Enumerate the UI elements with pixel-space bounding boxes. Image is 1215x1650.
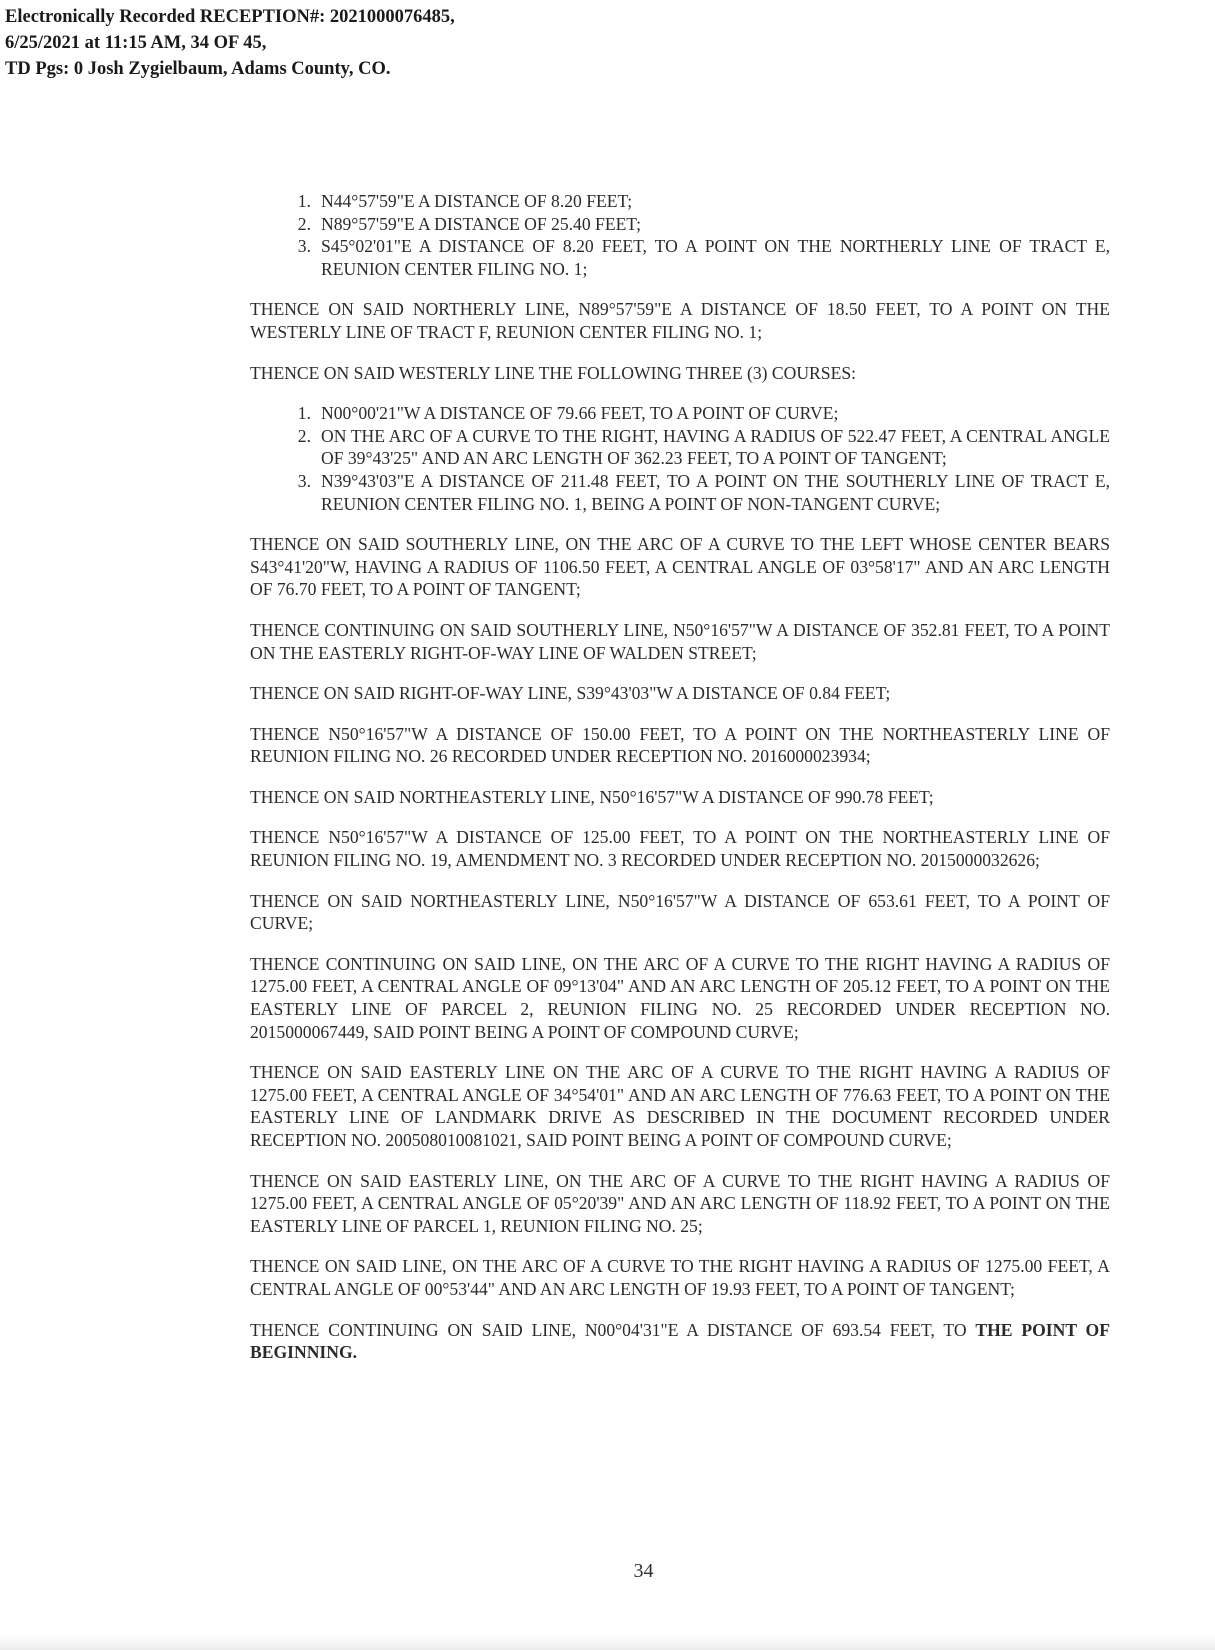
list-item: [250, 190, 1110, 213]
list-item-text: N00°00'21"W A DISTANCE OF 79.66 FEET, TO A POINT OF CURVE;: [321, 403, 839, 424]
paragraph: THENCE ON SAID RIGHT-OF-WAY LINE, S39°43'03"W A DISTANCE OF 0.84 FEET;: [250, 683, 891, 704]
paragraph: THENCE N50°16'57"W A DISTANCE OF 125.00 FEET, TO A POINT ON THE NORTHEASTERLY LINE OF REUNION FILING NO. 19, AMENDMENT NO. 3 RECORDED UNDER RECEPTION NO. 2015000032626;: [250, 827, 1110, 871]
list-item: [250, 402, 1110, 425]
final-paragraph-text: THENCE CONTINUING ON SAID LINE, N00°04'31"E A DISTANCE OF 693.54 FEET, TO: [250, 1319, 976, 1340]
recording-header-line: 6/25/2021 at 11:15 AM, 34 OF 45,: [5, 33, 267, 53]
paragraph: THENCE ON SAID NORTHERLY LINE, N89°57'59"E A DISTANCE OF 18.50 FEET, TO A POINT ON THE WESTERLY LINE OF TRACT F, REUNION CENTER FILING NO. 1;: [250, 299, 1110, 342]
point-of-beginning: THE POINT OF BEGINNING.: [250, 1319, 1110, 1363]
list-item-number: 1.: [297, 191, 311, 211]
final-paragraph: [250, 1319, 1110, 1364]
scan-edge-shadow: [0, 1634, 1215, 1650]
recording-header-line: TD Pgs: 0 Josh Zygielbaum, Adams County, CO.: [5, 59, 391, 79]
list-item-text: N89°57'59"E A DISTANCE OF 25.40 FEET;: [321, 213, 641, 234]
paragraph: THENCE CONTINUING ON SAID LINE, ON THE ARC OF A CURVE TO THE RIGHT HAVING A RADIUS OF 1275.00 FEET, A CENTRAL ANGLE OF 09°13'04" AND AN ARC LENGTH OF 205.12 FEET, TO A POINT ON THE EASTERLY LINE OF PARCEL 2, REUNION FILING NO. 25 RECORDED UNDER RECEPTION NO. 2015000067449, SAID POINT BEING A POINT OF COMPOUND CURVE;: [250, 953, 1110, 1042]
list-item-text: ON THE ARC OF A CURVE TO THE RIGHT, HAVING A RADIUS OF 522.47 FEET, A CENTRAL ANGLE OF 39°43'25" AND AN ARC LENGTH OF 362.23 FEET, TO A POINT OF TANGENT;: [321, 425, 1110, 469]
paragraph: THENCE ON SAID WESTERLY LINE THE FOLLOWING THREE (3) COURSES:: [250, 362, 856, 383]
paragraph: THENCE N50°16'57"W A DISTANCE OF 150.00 FEET, TO A POINT ON THE NORTHEASTERLY LINE OF REUNION FILING NO. 26 RECORDED UNDER RECEPTION NO. 2016000023934;: [250, 723, 1110, 767]
list-item-number: 2.: [297, 213, 311, 234]
list-item: [250, 213, 1110, 236]
paragraph: THENCE ON SAID EASTERLY LINE ON THE ARC OF A CURVE TO THE RIGHT HAVING A RADIUS OF 1275.00 FEET, A CENTRAL ANGLE OF 34°54'01" AND AN ARC LENGTH OF 776.63 FEET, TO A POINT ON THE EASTERLY LINE OF LANDMARK DRIVE AS DESCRIBED IN THE DOCUMENT RECORDED UNDER RECEPTION NO. 200508010081021, SAID POINT BEING A POINT OF COMPOUND CURVE;: [250, 1062, 1110, 1150]
recording-header-line: Electronically Recorded RECEPTION#: 2021000076485,: [5, 7, 455, 27]
paragraph: THENCE CONTINUING ON SAID SOUTHERLY LINE, N50°16'57"W A DISTANCE OF 352.81 FEET, TO A POINT ON THE EASTERLY RIGHT-OF-WAY LINE OF WALDEN STREET;: [250, 619, 1110, 663]
page-number: 34: [633, 1560, 654, 1582]
course-list: [250, 402, 1110, 515]
list-item-number: 1.: [297, 403, 311, 424]
list-item-text: S45°02'01"E A DISTANCE OF 8.20 FEET, TO A POINT ON THE NORTHERLY LINE OF TRACT E, REUNION CENTER FILING NO. 1;: [321, 236, 1110, 279]
paragraph: THENCE ON SAID LINE, ON THE ARC OF A CURVE TO THE RIGHT HAVING A RADIUS OF 1275.00 FEET, A CENTRAL ANGLE OF 00°53'44" AND AN ARC LENGTH OF 19.93 FEET, TO A POINT OF TANGENT;: [250, 1256, 1110, 1299]
list-item-number: 3.: [297, 470, 311, 491]
list-item-text: N44°57'59"E A DISTANCE OF 8.20 FEET;: [321, 191, 633, 211]
paragraph: THENCE ON SAID NORTHEASTERLY LINE, N50°16'57"W A DISTANCE OF 990.78 FEET;: [250, 786, 934, 807]
list-item-number: 3.: [297, 236, 311, 257]
list-item: [250, 470, 1110, 515]
paragraph: THENCE ON SAID SOUTHERLY LINE, ON THE ARC OF A CURVE TO THE LEFT WHOSE CENTER BEARS S43°41'20"W, HAVING A RADIUS OF 1106.50 FEET, A CENTRAL ANGLE OF 03°58'17" AND AN ARC LENGTH OF 76.70 FEET, TO A POINT OF TANGENT;: [250, 534, 1110, 600]
paragraph: THENCE ON SAID NORTHEASTERLY LINE, N50°16'57"W A DISTANCE OF 653.61 FEET, TO A POINT OF CURVE;: [250, 890, 1110, 934]
paragraph: THENCE ON SAID EASTERLY LINE, ON THE ARC OF A CURVE TO THE RIGHT HAVING A RADIUS OF 1275.00 FEET, A CENTRAL ANGLE OF 05°20'39" AND AN ARC LENGTH OF 118.92 FEET, TO A POINT ON THE EASTERLY LINE OF PARCEL 1, REUNION FILING NO. 25;: [250, 1170, 1110, 1236]
recording-header: [5, 4, 455, 82]
course-list: [250, 190, 1110, 280]
list-item: [250, 425, 1110, 470]
list-item: [250, 235, 1110, 280]
legal-description: [250, 190, 1110, 1382]
list-item-number: 2.: [297, 425, 311, 446]
list-item-text: N39°43'03"E A DISTANCE OF 211.48 FEET, TO A POINT ON THE SOUTHERLY LINE OF TRACT E, REUNION CENTER FILING NO. 1, BEING A POINT OF NON-TANGENT CURVE;: [321, 470, 1110, 514]
